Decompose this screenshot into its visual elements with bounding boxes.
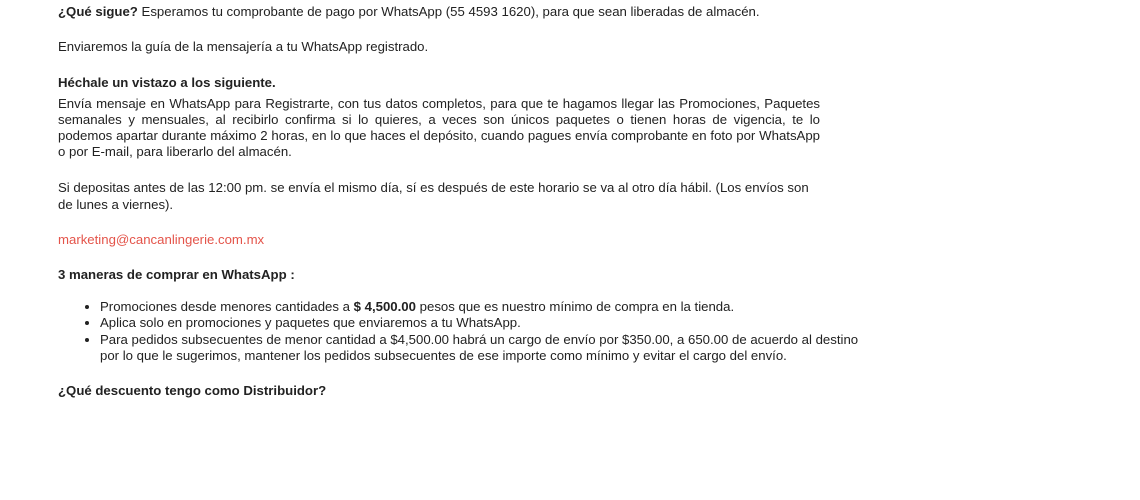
ways-list [58,299,860,364]
email-link[interactable]: marketing@cancanlingerie.com.mx [58,231,265,247]
list-item: • Aplica solo en promociones y paquetes que enviaremos a tu WhatsApp. [100,315,860,331]
next-step-text: Esperamos tu comprobante de pago por WhatsApp (55 4593 1620), para que sean liberadas de almacén. [137,4,760,19]
email-paragraph [58,232,820,248]
article-content [58,4,859,403]
guide-paragraph: Enviaremos la guía de la mensajería a tu WhatsApp registrado. [58,39,429,55]
look-heading: Héchale un vistazo a los siguiente. [58,75,276,91]
bullet-1-pre: Promociones desde menores cantidades a [100,299,354,315]
next-step-label: ¿Qué sigue? [58,4,138,19]
discount-heading: ¿Qué descuento tengo como Distribuidor? [58,383,327,399]
deposit-paragraph: Si depositas antes de las 12:00 pm. se envía el mismo día, sí es después de este horario se va al otro día hábil. (Los envíos son de lunes a viernes). [58,180,809,212]
ways-heading: 3 maneras de comprar en WhatsApp : [58,267,295,283]
list-item: • Para pedidos subsecuentes de menor cantidad a $4,500.00 habrá un cargo de envío por $350.00, a 650.00 de acuerdo al destino por lo que le sugerimos, mantener los pedidos subsecuentes de ese importe como mínimo y evitar el cargo del envío. [100,332,860,364]
next-step-paragraph [58,4,820,20]
list-item [100,299,860,315]
bullet-1-amount: $ 4,500.00 [353,299,416,315]
register-paragraph: Envía mensaje en WhatsApp para Registrarte, con tus datos completos, para que te hagamos llegar las Promociones, Paquetes semanales y mensuales, al recibirlo confirma si lo quieres, a veces son únicos paquetes o tienen horas de vigencia, te lo podemos apartar durante máximo 2 horas, en lo que haces el depósito, cuando pagues envía comprobante en foto por WhatsApp o por E-mail, para liberarlo del almacén. [58,95,820,160]
bullet-1-post: pesos que es nuestro mínimo de compra en la tienda. [415,299,735,315]
